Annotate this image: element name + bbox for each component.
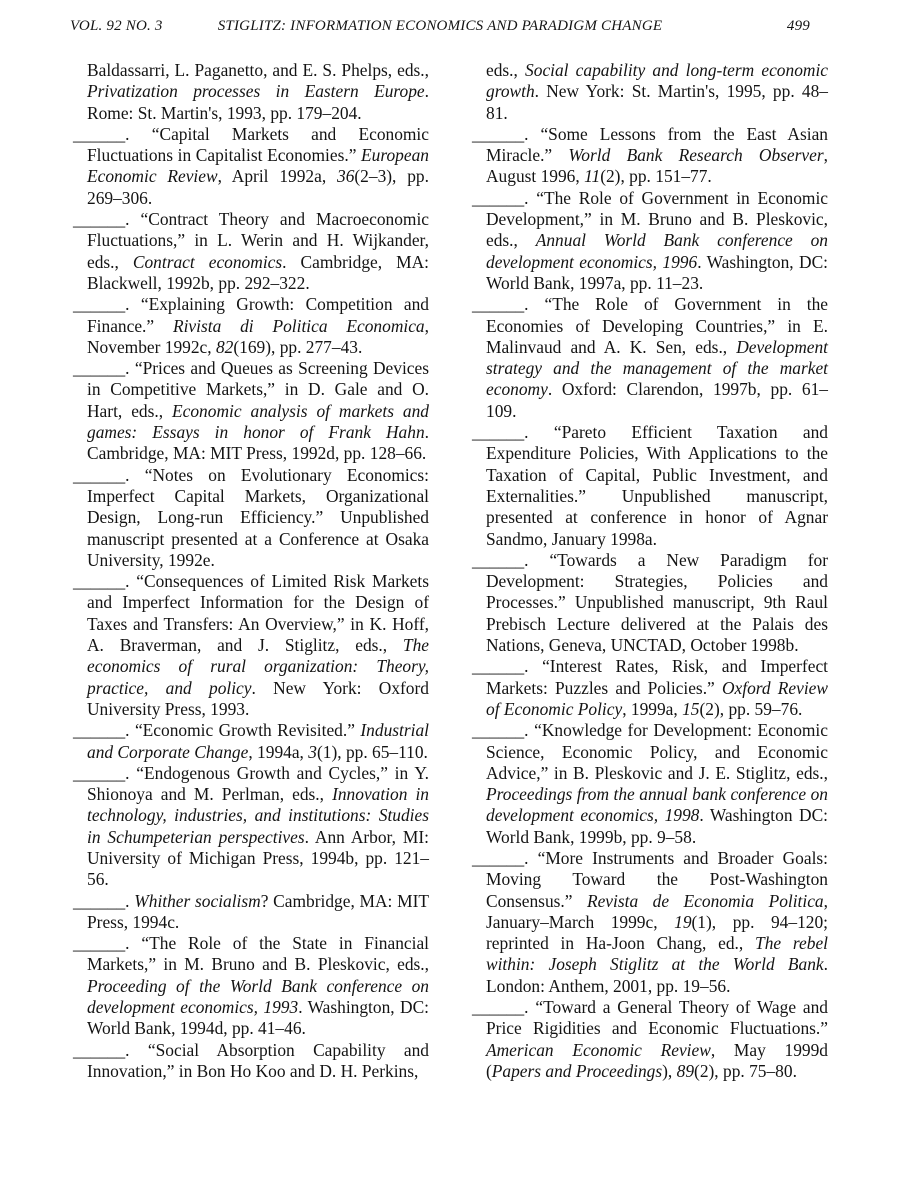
- running-header: [70, 18, 810, 40]
- reference-text: . Ann Arbor, MI: University of Michigan Press, 1994b, pp. 121–56.: [87, 826, 429, 890]
- author-repeat-dash: ______.: [73, 933, 130, 954]
- reference-text: “Social Absorption Capability and Innovation,” in Bon Ho Koo and D. H. Perkins,: [87, 1039, 429, 1081]
- author-repeat-dash: ______.: [73, 571, 130, 592]
- reference-continuation: [472, 60, 828, 124]
- page-number: 499: [786, 18, 810, 34]
- reference-italic-text: Whither socialism: [134, 890, 261, 911]
- author-repeat-dash: ______.: [73, 464, 130, 485]
- reference-text: (2), pp. 151–77.: [600, 166, 712, 187]
- reference-entry: [73, 571, 429, 720]
- reference-entry: [73, 891, 429, 934]
- reference-italic-text: American Economic Review: [486, 1039, 711, 1060]
- reference-text: “Explaining Growth: Competition and Finance.”: [87, 294, 429, 336]
- reference-entry: [73, 358, 429, 464]
- reference-italic-text: 19: [674, 911, 692, 932]
- reference-text: “The Role of the State in Financial Markets,” in M. Bruno and B. Pleskovic, eds.,: [87, 933, 429, 975]
- reference-italic-text: The rebel within: Joseph Stiglitz at the World Bank: [486, 933, 828, 975]
- reference-column-right: [472, 60, 828, 1082]
- author-repeat-dash: ______.: [472, 656, 529, 677]
- author-repeat-dash: ______.: [472, 422, 529, 443]
- reference-entry: [472, 124, 828, 188]
- reference-italic-text: The economics of rural organization: Theory, practice, and policy: [87, 635, 429, 698]
- author-repeat-dash: ______.: [472, 123, 529, 144]
- reference-italic-text: Economic analysis of markets and games: Essays in honor of Frank Hahn: [87, 400, 429, 443]
- reference-text: (1), pp. 65–110.: [316, 741, 428, 762]
- reference-entry: [472, 656, 828, 720]
- reference-text: “Toward a General Theory of Wage and Price Rigidities and Economic Fluctuations.”: [486, 997, 828, 1039]
- author-repeat-dash: ______.: [73, 123, 130, 144]
- reference-italic-text: Industrial and Corporate Change: [87, 720, 429, 762]
- reference-text: “Pareto Efficient Taxation and Expenditure Policies, With Applications to the Taxation of Capital, Public Investment, and Externalities.” Unpublished manuscript, presented at conference in honor of Agnar Sandmo, January 1998a.: [486, 422, 828, 549]
- reference-entry: [472, 550, 828, 656]
- author-repeat-dash: ______.: [73, 720, 130, 741]
- author-repeat-dash: ______.: [73, 890, 130, 911]
- reference-italic-text: Social capability and long-term economic growth: [486, 60, 828, 102]
- reference-italic-text: Revista de Economia Politica: [586, 890, 824, 911]
- reference-column-left: [73, 60, 429, 1082]
- reference-text: “Interest Rates, Risk, and Imperfect Markets: Puzzles and Policies.”: [486, 656, 828, 698]
- reference-text: (2), pp. 75–80.: [694, 1060, 797, 1081]
- reference-text: ),: [662, 1060, 677, 1081]
- reference-text: ? Cambridge, MA: MIT Press, 1994c.: [87, 890, 429, 932]
- reference-text: Baldassarri, L. Paganetto, and E. S. Phelps, eds.,: [87, 60, 429, 80]
- reference-text: , November 1992c,: [87, 315, 429, 357]
- reference-italic-text: Oxford Review of Economic Policy: [486, 677, 828, 719]
- reference-entry: [472, 997, 828, 1082]
- reference-italic-text: Annual World Bank conference on development economics, 1996: [486, 230, 828, 272]
- reference-text: “Prices and Queues as Screening Devices in Competitive Markets,” in D. Gale and O. Hart, eds.,: [87, 358, 429, 421]
- reference-italic-text: Rivista di Politica Economica: [172, 315, 425, 336]
- reference-entry: [73, 763, 429, 891]
- reference-text: “More Instruments and Broader Goals: Moving Toward the Post-Washington Consensus.”: [486, 847, 828, 911]
- reference-text: . Washington, DC: World Bank, 1997a, pp. 11–23.: [486, 251, 829, 293]
- reference-text: , 1999a,: [622, 698, 683, 719]
- reference-text: , April 1992a,: [217, 166, 337, 187]
- reference-italic-text: 3: [308, 741, 317, 762]
- reference-entry: [472, 848, 828, 997]
- reference-italic-text: Proceedings from the annual bank conference on development economics, 1998: [486, 784, 828, 826]
- reference-text: . Washington, DC: World Bank, 1994d, pp. 41–46.: [87, 997, 430, 1039]
- reference-text: , May 1999d (: [486, 1039, 828, 1081]
- reference-italic-text: Development strategy and the management of the market economy: [486, 336, 828, 400]
- reference-text: “Contract Theory and Macroeconomic Fluctuations,” in L. Werin and H. Wijkander, eds.,: [87, 209, 429, 272]
- reference-continuation: [73, 60, 429, 124]
- reference-text: , January–March 1999c,: [486, 890, 828, 932]
- reference-text: . New York: Oxford University Press, 1993.: [87, 677, 429, 719]
- reference-italic-text: 15: [682, 698, 700, 719]
- reference-italic-text: 89: [676, 1060, 695, 1081]
- reference-text: “Economic Growth Revisited.”: [129, 720, 361, 741]
- reference-text: . New York: St. Martin's, 1995, pp. 48–81.: [486, 81, 828, 123]
- author-repeat-dash: ______.: [472, 997, 529, 1018]
- reference-text: (169), pp. 277–43.: [233, 336, 363, 357]
- author-repeat-dash: ______.: [472, 294, 529, 315]
- reference-entry: [73, 465, 429, 571]
- reference-entry: [73, 294, 429, 358]
- reference-text: , August 1996,: [486, 145, 828, 187]
- running-title: STIGLITZ: INFORMATION ECONOMICS AND PARADIGM CHANGE: [217, 18, 663, 34]
- reference-text: “Capital Markets and Economic Fluctuations in Capitalist Economies.”: [87, 123, 429, 166]
- reference-text: , 1994a,: [248, 741, 309, 762]
- author-repeat-dash: ______.: [472, 720, 529, 741]
- reference-italic-text: Papers and Proceedings: [491, 1060, 663, 1081]
- reference-text: “The Role of Government in Economic Development,” in M. Bruno and B. Pleskovic, eds.,: [486, 187, 828, 251]
- author-repeat-dash: ______.: [73, 294, 130, 315]
- reference-text: . Washington DC: World Bank, 1999b, pp. 9–58.: [486, 805, 828, 847]
- reference-entry: [472, 720, 828, 848]
- author-repeat-dash: ______.: [472, 847, 529, 868]
- reference-text: . Cambridge, MA: Blackwell, 1992b, pp. 292–322.: [87, 251, 429, 293]
- reference-text: eds.,: [486, 60, 526, 80]
- reference-entry: [73, 933, 429, 1039]
- reference-text: “Knowledge for Development: Economic Science, Economic Policy, and Economic Advice,” in B. Pleskovic and J. E. Stiglitz, eds.,: [486, 720, 828, 783]
- reference-italic-text: Privatization processes in Eastern Europe: [87, 81, 425, 102]
- author-repeat-dash: ______.: [472, 549, 529, 570]
- reference-italic-text: 82: [215, 336, 234, 357]
- reference-text: “The Role of Government in the Economies of Developing Countries,” in E. Malinvaud and A. K. Sen, eds.,: [486, 294, 828, 357]
- author-repeat-dash: ______.: [73, 209, 130, 230]
- author-repeat-dash: ______.: [73, 358, 130, 379]
- reference-italic-text: European Economic Review: [87, 145, 429, 187]
- author-repeat-dash: ______.: [73, 762, 130, 783]
- reference-entry: [472, 422, 828, 550]
- reference-entry: [472, 188, 828, 294]
- reference-text: “Consequences of Limited Risk Markets and Imperfect Information for the Design of Taxes and Transfers: An Overview,” in K. Hoff, A. Braverman, and J. Stiglitz, eds.,: [87, 571, 429, 656]
- reference-entry: [73, 720, 429, 763]
- reference-text: . Oxford: Clarendon, 1997b, pp. 61–109.: [486, 379, 828, 421]
- reference-text: “Towards a New Paradigm for Development: Strategies, Policies and Processes.” Unpublished manuscript, 9th Raul Prebisch Lecture delivered at the Palais des Nations, Geneva, UNCTAD, October 1998b.: [486, 549, 828, 656]
- reference-entry: [73, 1040, 429, 1083]
- reference-text: (2–3), pp. 269–306.: [87, 166, 429, 208]
- reference-italic-text: 36: [337, 166, 355, 187]
- reference-italic-text: Innovation in technology, industries, and institutions: Studies in Schumpeterian perspectives: [87, 784, 429, 847]
- reference-italic-text: World Bank Research Observer: [568, 145, 824, 166]
- author-repeat-dash: ______.: [73, 1039, 130, 1060]
- reference-entry: [73, 124, 429, 209]
- reference-text: (1), pp. 94–120; reprinted in Ha-Joon Chang, ed.,: [486, 911, 828, 954]
- reference-text: . London: Anthem, 2001, pp. 19–56.: [486, 954, 828, 996]
- reference-text: “Endogenous Growth and Cycles,” in Y. Shionoya and M. Perlman, eds.,: [87, 762, 429, 805]
- reference-entry: [73, 209, 429, 294]
- journal-volume: VOL. 92 NO. 3: [70, 18, 163, 34]
- reference-text: “Notes on Evolutionary Economics: Imperfect Capital Markets, Organizational Design, Long-run Efficiency.” Unpublished manuscript presented at a Conference at Osaka University, 1992e.: [87, 464, 429, 570]
- reference-text: . Cambridge, MA: MIT Press, 1992d, pp. 128–66.: [87, 422, 429, 464]
- reference-italic-text: Proceeding of the World Bank conference on development economics, 1993: [87, 975, 429, 1018]
- reference-text: “Some Lessons from the East Asian Miracle.”: [486, 123, 828, 166]
- reference-text: (2), pp. 59–76.: [699, 698, 803, 719]
- reference-italic-text: Contract economics: [132, 251, 283, 272]
- reference-entry: [472, 294, 828, 422]
- reference-italic-text: 11: [584, 166, 601, 187]
- author-repeat-dash: ______.: [472, 187, 529, 208]
- reference-text: . Rome: St. Martin's, 1993, pp. 179–204.: [87, 81, 429, 123]
